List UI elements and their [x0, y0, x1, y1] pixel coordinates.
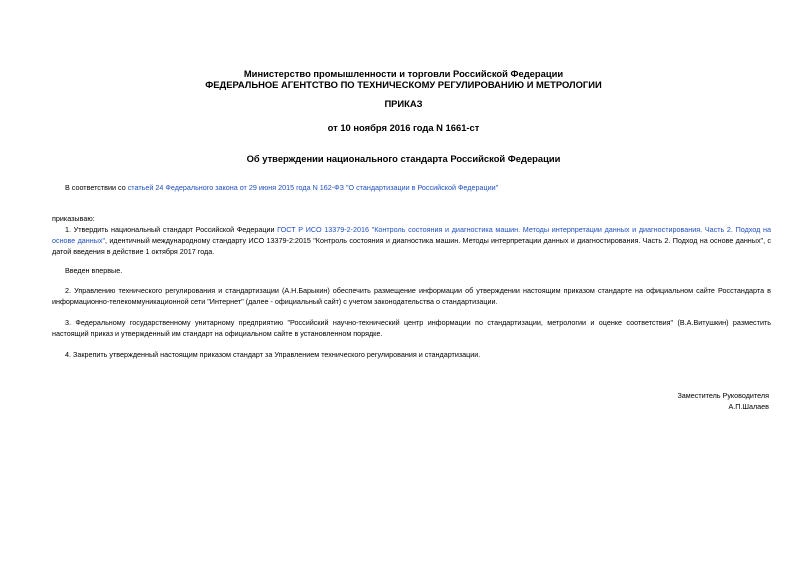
- agency-title: ФЕДЕРАЛЬНОЕ АГЕНТСТВО ПО ТЕХНИЧЕСКОМУ РЕГУЛИРОВАНИЮ И МЕТРОЛОГИИ: [205, 79, 602, 90]
- item-2-paragraph: 2. Управлению технического регулирования и стандартизации (А.Н.Барыкин) обеспечить размещение информации об утверждении настоящим приказом стандарте на официальном сайте Росстандарта в информационно-телекоммуникационной сети "Интернет" (далее - официальный сайт) с учетом законодательства о стандартизации.: [52, 286, 771, 306]
- item-3-paragraph: 3. Федеральному государственному унитарному предприятию "Российский научно-технический центр информации по стандартизации, метрологии и оценке соответствия" (В.А.Витушкин) разместить настоящий приказ и утвержденный им стандарт на официальном сайте в установленном порядке.: [52, 318, 771, 338]
- item-1-prefix: 1. Утвердить национальный стандарт Российской Федерации: [65, 225, 278, 234]
- legal-basis-paragraph: [52, 182, 771, 193]
- document-date-number: от 10 ноября 2016 года N 1661-ст: [327, 122, 480, 133]
- signatory-name: А.П.Шалаев: [728, 402, 769, 411]
- legal-basis-prefix: В соответствии со: [65, 183, 128, 192]
- document-type: ПРИКАЗ: [384, 98, 423, 109]
- item-1-suffix: , идентичный международному стандарту ИСО 13379-2:2015 "Контроль состояния и диагностика машин. Методы интерпретации данных и диагностирования. Часть 2. Подход на основе данных", с датой введения в действие 1 октября 2017 года.: [52, 236, 771, 256]
- ministry-title: Министерство промышленности и торговли Российской Федерации: [243, 68, 564, 79]
- gost-standard-link[interactable]: ГОСТ Р ИСО 13379-2-2016 "Контроль состояния и диагностика машин. Методы интерпретации данных и диагностирования. Часть 2. Подход на основе данных": [52, 225, 771, 245]
- item-4-paragraph: 4. Закрепить утвержденный настоящим приказом стандарт за Управлением технического регулирования и стандартизации.: [65, 350, 481, 359]
- introduced-first-note: Введен впервые.: [65, 266, 123, 275]
- order-word: приказываю:: [52, 214, 95, 223]
- signatory-position: Заместитель Руководителя: [677, 391, 769, 400]
- item-1-paragraph: [52, 224, 771, 257]
- document-subject: Об утверждении национального стандарта Российской Федерации: [246, 153, 561, 164]
- federal-law-link[interactable]: статьей 24 Федерального закона от 29 июня 2015 года N 162-ФЗ "О стандартизации в Российской Федерации": [127, 183, 499, 192]
